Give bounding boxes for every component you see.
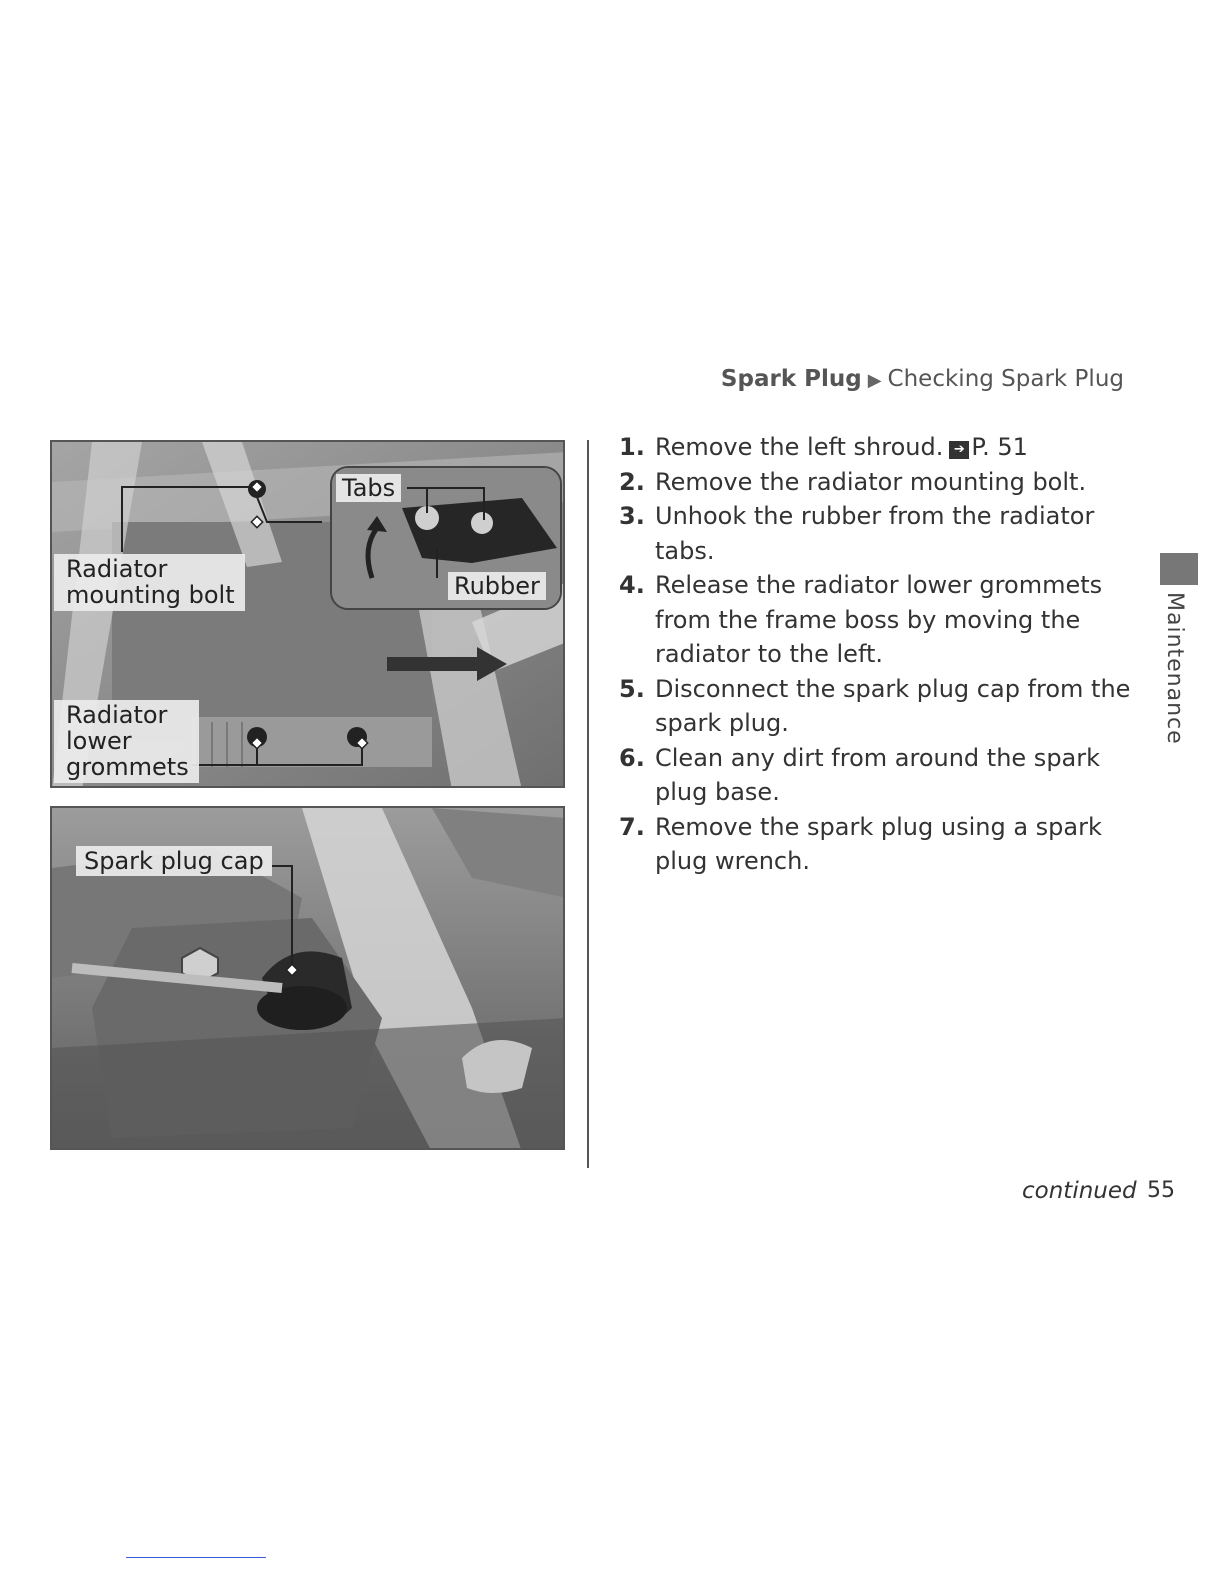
section-tab-label: Maintenance	[1162, 592, 1187, 745]
grommets-line2: lower	[66, 727, 132, 755]
step-number: 2.	[619, 467, 645, 496]
step-item	[619, 499, 1139, 568]
radiator-lower-grommets-callout	[54, 700, 199, 783]
grommets-line1: Radiator	[66, 701, 168, 729]
page-reference-icon[interactable]: ➔	[949, 441, 969, 459]
tabs-inset	[330, 466, 562, 610]
spark-plug-photo	[50, 806, 565, 1150]
step-text: Disconnect the spark plug cap from the spark plug.	[655, 674, 1131, 737]
radiator-mounting-bolt-callout	[54, 554, 245, 611]
step-number: 4.	[619, 571, 645, 599]
section-title: Spark Plug	[720, 366, 862, 392]
step-item	[619, 741, 1139, 810]
step-text: Remove the radiator mounting bolt.	[655, 467, 1087, 496]
procedure-steps	[619, 430, 1139, 879]
subsection-title: Checking Spark Plug	[887, 366, 1124, 392]
rubber-callout: Rubber	[448, 572, 546, 600]
radiator-photo	[50, 440, 565, 788]
page-reference-link[interactable]: P. 51	[971, 433, 1028, 461]
step-item	[619, 672, 1139, 741]
step-number: 7.	[619, 812, 645, 841]
spark-plug-cap-callout: Spark plug cap	[76, 846, 272, 876]
step-text: Remove the spark plug using a spark plug wrench.	[655, 812, 1102, 875]
continued-label: continued	[1022, 1178, 1137, 1204]
step-item	[619, 810, 1139, 879]
radiator-mounting-bolt-line1: Radiator	[66, 555, 168, 583]
step-item	[619, 465, 1139, 500]
tabs-callout: Tabs	[336, 474, 401, 502]
step-text: Remove the left shroud.	[655, 433, 944, 461]
step-item	[619, 430, 1139, 465]
section-tab-marker	[1160, 553, 1198, 585]
step-number: 3.	[619, 502, 645, 530]
step-text: Release the radiator lower grommets from the frame boss by moving the radiator to the left.	[655, 571, 1103, 668]
breadcrumb-arrow-icon: ▶	[867, 370, 882, 391]
radiator-mounting-bolt-line2: mounting bolt	[66, 581, 235, 609]
step-number: 1.	[619, 433, 645, 461]
grommets-line3: grommets	[66, 753, 189, 781]
breadcrumb-header	[721, 366, 1124, 392]
footnote-rule	[126, 1557, 266, 1558]
column-divider	[587, 440, 589, 1168]
step-number: 5.	[619, 674, 645, 703]
page-number: 55	[1147, 1178, 1175, 1203]
step-item	[619, 568, 1139, 672]
step-text: Clean any dirt from around the spark plug base.	[655, 743, 1101, 806]
step-number: 6.	[619, 743, 645, 772]
step-text: Unhook the rubber from the radiator tabs.	[655, 502, 1095, 565]
